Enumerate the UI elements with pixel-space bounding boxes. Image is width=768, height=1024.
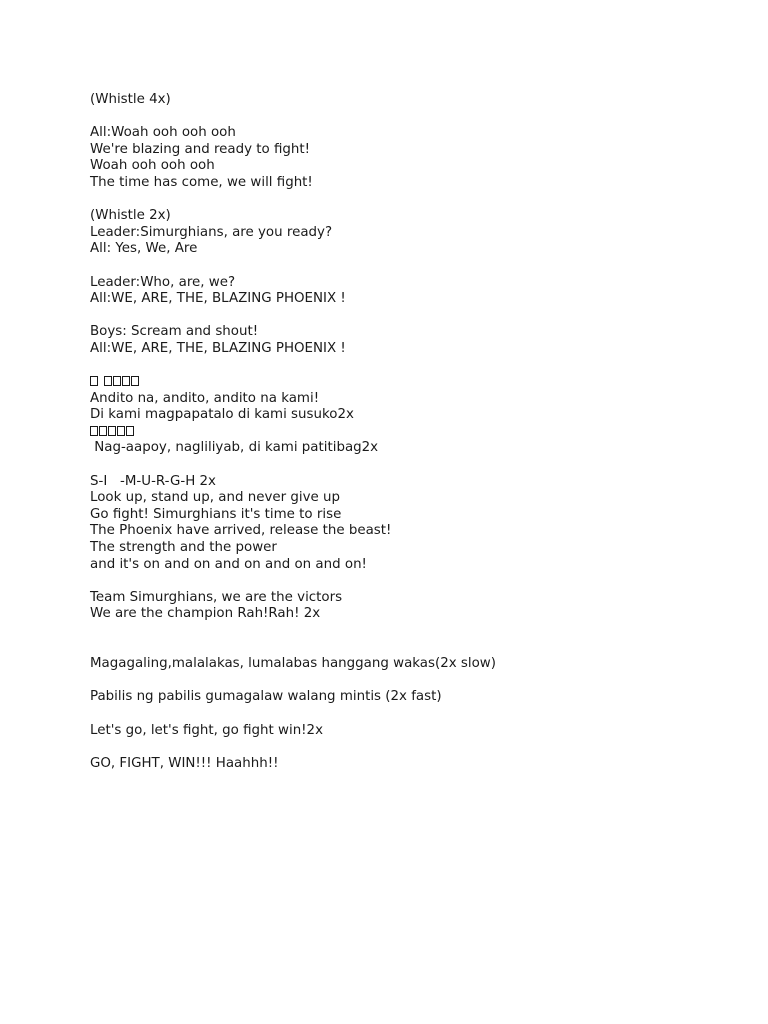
blank-line [90,673,730,690]
text-line: GO, FIGHT, WIN!!! Haahhh!! [90,755,279,771]
text-line: All:WE, ARE, THE, BLAZING PHOENIX ! [90,291,346,307]
blank-line [90,109,730,126]
blank-line [90,358,730,375]
text-line: Woah ooh ooh ooh [90,158,215,174]
missing-glyph-line [90,374,730,391]
missing-glyph-icon [108,426,116,436]
text-line: The time has come, we will fight! [90,174,313,190]
missing-glyph-line [90,424,730,441]
missing-glyph-icon [117,426,125,436]
text-line: All: Yes, We, Are [90,241,198,257]
text-line: Di kami magpapatalo di kami susuko2x [90,407,354,423]
text-line: The Phoenix have arrived, release the beast! [90,523,392,539]
text-line: Boys: Scream and shout! [90,324,259,340]
blank-line [90,457,730,474]
text-line: Leader:Simurghians, are you ready? [90,224,333,240]
text-line: The strength and the power [90,540,277,556]
missing-glyph-icon [104,376,112,386]
text-line: Leader:Who, are, we? [90,274,236,290]
missing-glyph-icon [99,426,107,436]
text-line: (Whistle 4x) [90,92,171,107]
text-line: Nag-aapoy, nagliliyab, di kami patitibag2x [90,440,379,456]
text-line: Let's go, let's fight, go fight win!2x [90,722,323,738]
blank-line [90,258,730,275]
text-line: We're blazing and ready to fight! [90,141,311,157]
missing-glyph-icon [90,376,98,386]
text-line: Go fight! Simurghians it's time to rise [90,506,342,522]
text-line: Look up, stand up, and never give up [90,490,341,506]
text-line: S-I -M-U-R-G-H 2x [90,473,216,489]
missing-glyph-icon [122,376,130,386]
text-line: Magagaling,malalakas, lumalabas hanggang wakas(2x slow) [90,656,496,672]
blank-line [90,706,730,723]
blank-line [90,623,730,640]
blank-line [90,573,730,590]
blank-line [90,192,730,209]
text-line: (Whistle 2x) [90,208,171,224]
text-line: and it's on and on and on and on and on! [90,556,367,572]
blank-line [90,640,730,657]
missing-glyph-icon [126,426,134,436]
missing-glyph-icon [90,426,98,436]
cheer-lyrics [90,92,730,772]
text-line: Andito na, andito, andito na kami! [90,390,320,406]
missing-glyph-icon [113,376,121,386]
text-line: All:Woah ooh ooh ooh [90,125,236,141]
text-line: We are the champion Rah!Rah! 2x [90,606,321,622]
text-line: Team Simurghians, we are the victors [90,589,343,605]
text-line: Pabilis ng pabilis gumagalaw walang mintis (2x fast) [90,689,442,705]
blank-line [90,739,730,756]
text-line: All:WE, ARE, THE, BLAZING PHOENIX ! [90,340,346,356]
blank-line [90,308,730,325]
missing-glyph-icon [131,376,139,386]
